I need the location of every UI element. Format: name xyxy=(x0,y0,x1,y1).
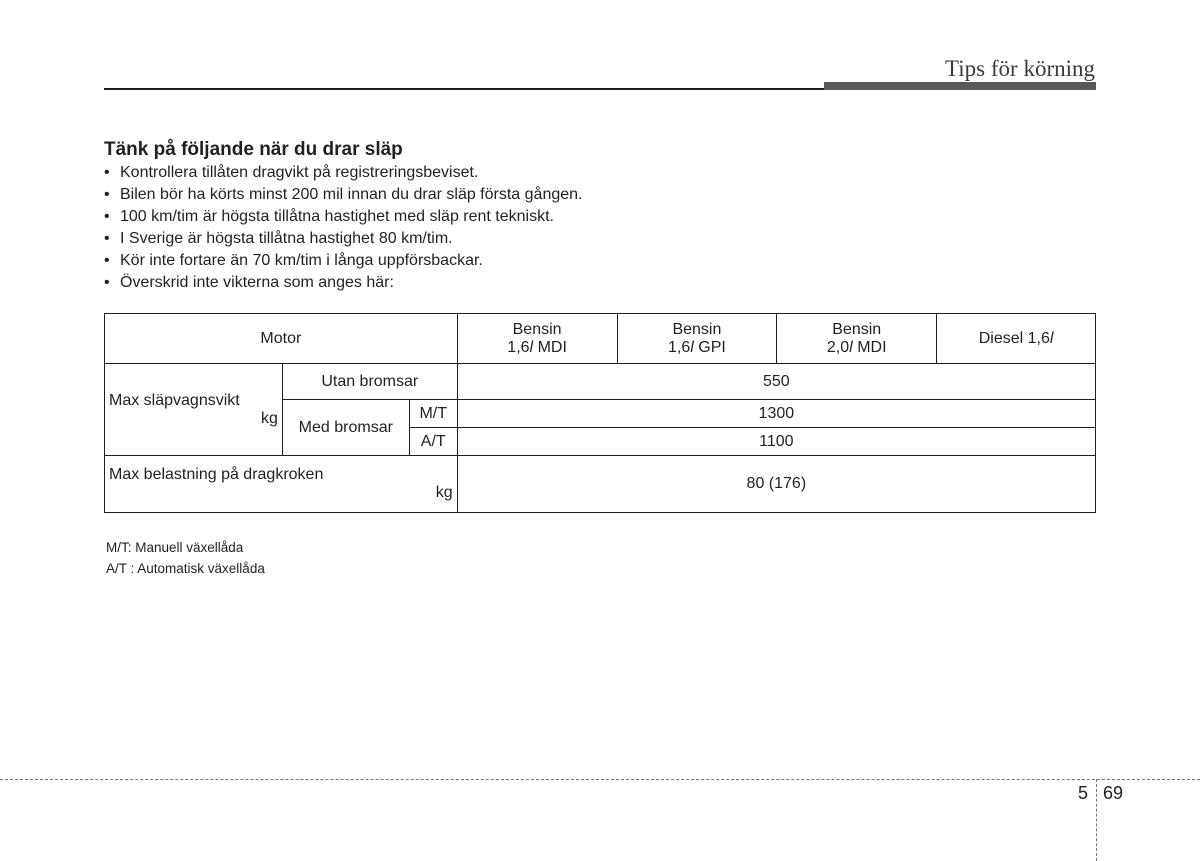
engine-col-2 xyxy=(617,314,777,364)
bullet-list xyxy=(104,162,582,294)
engine-displacement: 2,0 xyxy=(826,338,850,356)
litre-symbol: l xyxy=(690,338,694,356)
braked-label: Med bromsar xyxy=(282,400,409,456)
litre-symbol: l xyxy=(1049,329,1054,347)
footer-divider xyxy=(0,779,1200,780)
engine-fuel: Bensin xyxy=(512,320,562,338)
bullet-item: • Kör inte fortare än 70 km/tim i långa uppförsbackar. xyxy=(104,250,582,272)
hitch-load-value: 80 (176) xyxy=(457,456,1095,513)
at-label: A/T xyxy=(409,428,457,456)
unit-label: kg xyxy=(435,484,453,501)
unbraked-value: 550 xyxy=(457,364,1095,400)
engine-fuel: Bensin xyxy=(672,320,722,338)
page-header-title: Tips för körning xyxy=(945,56,1095,81)
engine-displacement: 1,6 xyxy=(667,338,691,356)
footer-page-divider xyxy=(1096,779,1097,861)
bullet-item: • Överskrid inte vikterna som anges här: xyxy=(104,272,582,294)
bullet-item: • Kontrollera tillåten dragvikt på registreringsbeviset. xyxy=(104,162,582,184)
mt-label: M/T xyxy=(409,400,457,428)
engine-variant: MDI xyxy=(857,338,887,356)
footnotes xyxy=(106,537,265,579)
header-rule xyxy=(104,88,824,90)
hitch-load-label: Max belastning på dragkroken xyxy=(109,466,324,483)
engine-col-1 xyxy=(457,314,617,364)
unbraked-label: Utan bromsar xyxy=(282,364,457,400)
towing-spec-table xyxy=(104,313,1096,513)
footnote: A/T : Automatisk växellåda xyxy=(106,561,265,576)
footnote: M/T: Manuell växellåda xyxy=(106,540,244,555)
engine-displacement: 1,6 xyxy=(507,338,530,356)
bullet-item: • I Sverige är högsta tillåtna hastighet 80 km/tim. xyxy=(104,228,582,250)
engine-col-3 xyxy=(777,314,937,364)
bullet-item: • 100 km/tim är högsta tillåtna hastighet med släp rent tekniskt. xyxy=(104,206,582,228)
engine-variant: GPI xyxy=(698,338,726,356)
header-rule-accent xyxy=(824,82,1096,90)
max-trailer-weight-label: Max släpvagnsvikt xyxy=(109,391,240,409)
chapter-number: 5 xyxy=(1078,783,1089,803)
engine-variant: MDI xyxy=(537,338,567,356)
bullet-item: • Bilen bör ha körts minst 200 mil innan du drar släp första gången. xyxy=(104,184,582,206)
engine-header-cell: Motor xyxy=(105,314,458,364)
mt-value: 1300 xyxy=(457,400,1095,428)
max-trailer-weight-cell xyxy=(105,364,283,456)
unit-label: kg xyxy=(260,409,278,427)
at-value: 1100 xyxy=(457,428,1095,456)
page-number: 69 xyxy=(1103,783,1124,803)
engine-fuel: Bensin xyxy=(832,320,882,338)
litre-symbol: l xyxy=(849,338,853,356)
section-heading: Tänk på följande när du drar släp xyxy=(104,139,403,160)
hitch-load-cell xyxy=(105,456,458,513)
litre-symbol: l xyxy=(529,338,534,356)
engine-col-4 xyxy=(937,314,1096,364)
engine-fuel: Diesel 1,6 xyxy=(978,329,1050,347)
